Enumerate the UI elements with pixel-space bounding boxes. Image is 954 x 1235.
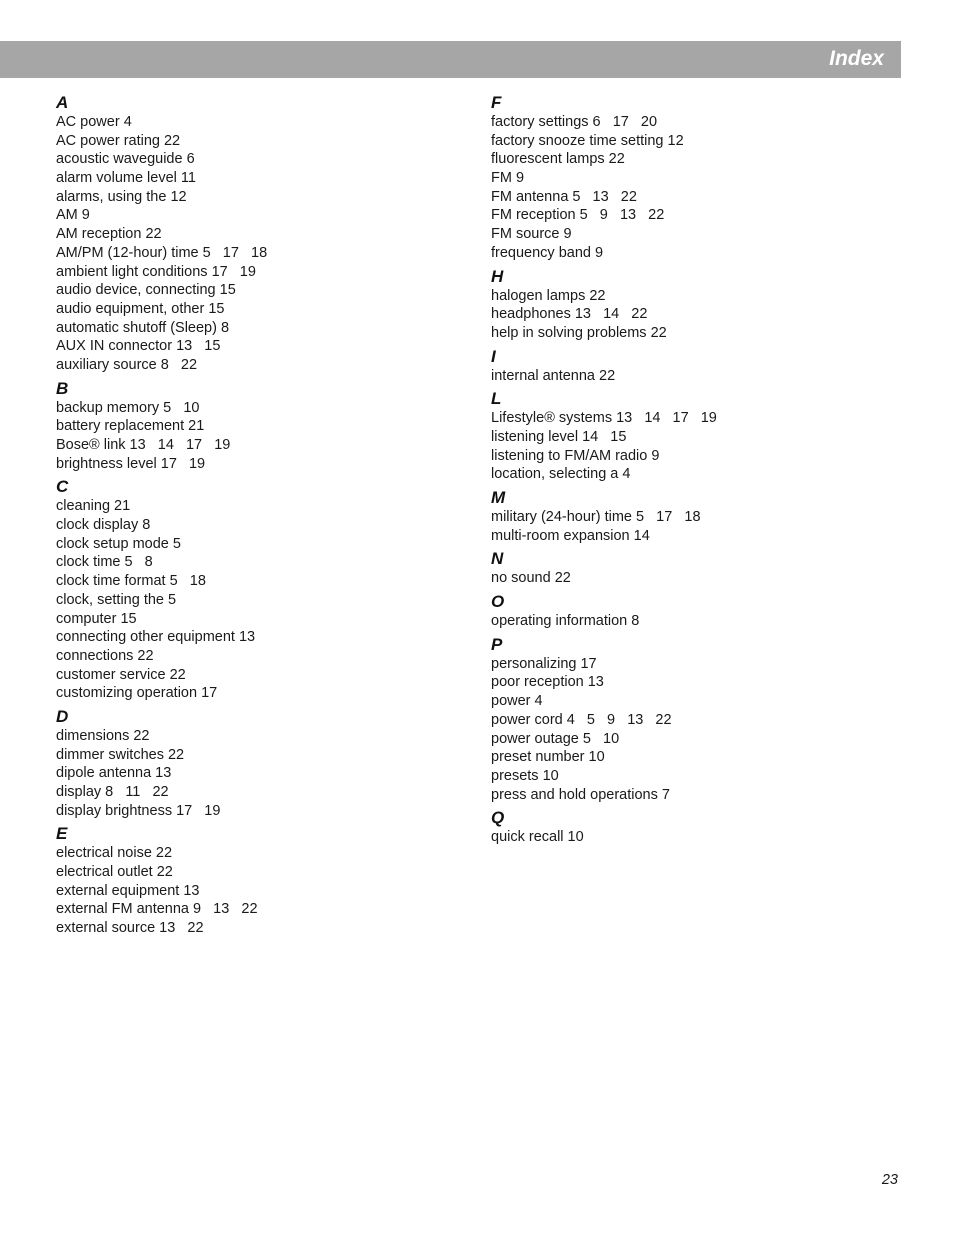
index-entry: audio device, connecting 15 <box>56 282 236 299</box>
index-entry: FM 9 <box>491 170 525 187</box>
index-entry: listening level 14 15 <box>491 428 627 445</box>
index-entry: power 4 <box>491 693 543 710</box>
header-bar <box>0 41 901 78</box>
page-title: Index <box>829 47 884 70</box>
index-entry: personalizing 17 <box>491 655 597 672</box>
index-entry: audio equipment, other 15 <box>56 300 225 317</box>
index-entry: clock time format 5 18 <box>56 573 206 590</box>
index-entry: clock setup mode 5 <box>56 535 181 552</box>
index-entry: customer service 22 <box>56 666 186 683</box>
section-letter-h: H <box>491 266 504 286</box>
index-entry: clock, setting the 5 <box>56 591 177 608</box>
index-column-left <box>56 92 456 938</box>
index-entry: FM reception 5 9 13 22 <box>491 207 665 224</box>
index-entry: multi-room expansion 14 <box>491 527 650 544</box>
index-entry: display 8 11 22 <box>56 784 169 800</box>
index-entry: headphones 13 14 22 <box>491 306 648 323</box>
section-letter-d: D <box>56 706 69 726</box>
section-letter-i: I <box>491 346 496 366</box>
index-entry: fluorescent lamps 22 <box>491 151 625 168</box>
section-letter-a: A <box>56 93 69 112</box>
index-entry: Bose® link 13 14 17 19 <box>56 437 231 453</box>
section-letter-l: L <box>491 389 502 409</box>
index-entry: clock display 8 <box>56 517 151 534</box>
index-entry: help in solving problems 22 <box>491 324 667 341</box>
section-letter-m: M <box>491 488 506 507</box>
index-entry: poor reception 13 <box>491 674 604 691</box>
index-entry: external FM antenna 9 13 22 <box>56 901 258 918</box>
section-letter-n: N <box>491 549 504 569</box>
index-entry: presets 10 <box>491 767 559 784</box>
index-entry: connections 22 <box>56 647 154 664</box>
section-letter-o: O <box>491 592 505 612</box>
index-entry: power cord 4 5 9 13 22 <box>491 711 672 728</box>
index-entry: dipole antenna 13 <box>56 765 172 782</box>
index-entry: ambient light conditions 17 19 <box>56 263 256 280</box>
index-entry: power outage 5 10 <box>491 730 620 747</box>
index-entry: factory snooze time setting 12 <box>491 132 684 149</box>
index-entry: battery replacement 21 <box>56 418 205 435</box>
index-entry: internal antenna 22 <box>491 367 616 384</box>
index-entry: external equipment 13 <box>56 882 200 899</box>
index-entry: electrical outlet 22 <box>56 864 173 881</box>
index-entry: location, selecting a 4 <box>491 466 631 483</box>
index-entry: Lifestyle® systems 13 14 17 19 <box>491 410 717 427</box>
index-entry: alarm volume level 11 <box>56 170 196 187</box>
index-entry: quick recall 10 <box>491 829 584 846</box>
index-entry: auxiliary source 8 22 <box>56 356 198 373</box>
index-entry: brightness level 17 19 <box>56 455 206 472</box>
index-entry: AM reception 22 <box>56 226 162 243</box>
index-entry: press and hold operations 7 <box>491 786 670 803</box>
index-entry: dimensions 22 <box>56 727 150 744</box>
index-entry: frequency band 9 <box>491 244 604 261</box>
index-entry: FM antenna 5 13 22 <box>491 188 637 205</box>
index-entry: listening to FM/AM radio 9 <box>491 447 660 464</box>
index-entry: backup memory 5 10 <box>56 399 200 416</box>
index-column-right <box>491 92 891 847</box>
index-entry: AC power 4 <box>56 114 132 130</box>
index-entry: military (24-hour) time 5 17 18 <box>491 509 701 525</box>
section-letter-f: F <box>491 93 502 112</box>
index-entry: computer 15 <box>56 610 137 627</box>
index-entry: electrical noise 22 <box>56 845 173 862</box>
index-entry: dimmer switches 22 <box>56 746 185 763</box>
index-entry: cleaning 21 <box>56 498 131 515</box>
index-entry: connecting other equipment 13 <box>56 629 256 646</box>
index-entry: customizing operation 17 <box>56 685 218 702</box>
index-entry: acoustic waveguide 6 <box>56 151 195 168</box>
index-entry: AC power rating 22 <box>56 132 181 149</box>
index-entry: FM source 9 <box>491 226 572 243</box>
index-entry: alarms, using the 12 <box>56 188 187 205</box>
page-number: 23 <box>881 1172 898 1188</box>
index-entry: operating information 8 <box>491 613 640 630</box>
section-letter-b: B <box>56 378 69 398</box>
index-entry: AM 9 <box>56 207 90 224</box>
section-letter-e: E <box>56 824 68 844</box>
section-letter-c: C <box>56 477 69 497</box>
section-letter-p: P <box>491 634 503 654</box>
index-entry: external source 13 22 <box>56 920 204 937</box>
index-entry: factory settings 6 17 20 <box>491 114 658 130</box>
index-entry: AUX IN connector 13 15 <box>56 338 221 355</box>
index-entry: clock time 5 8 <box>56 554 153 571</box>
index-entry: halogen lamps 22 <box>491 287 606 304</box>
index-entry: display brightness 17 19 <box>56 802 221 819</box>
index-entry: no sound 22 <box>491 570 571 587</box>
index-entry: preset number 10 <box>491 749 605 766</box>
index-entry: automatic shutoff (Sleep) 8 <box>56 319 230 336</box>
section-letter-q: Q <box>491 808 505 828</box>
index-entry: AM/PM (12-hour) time 5 17 18 <box>56 244 268 261</box>
